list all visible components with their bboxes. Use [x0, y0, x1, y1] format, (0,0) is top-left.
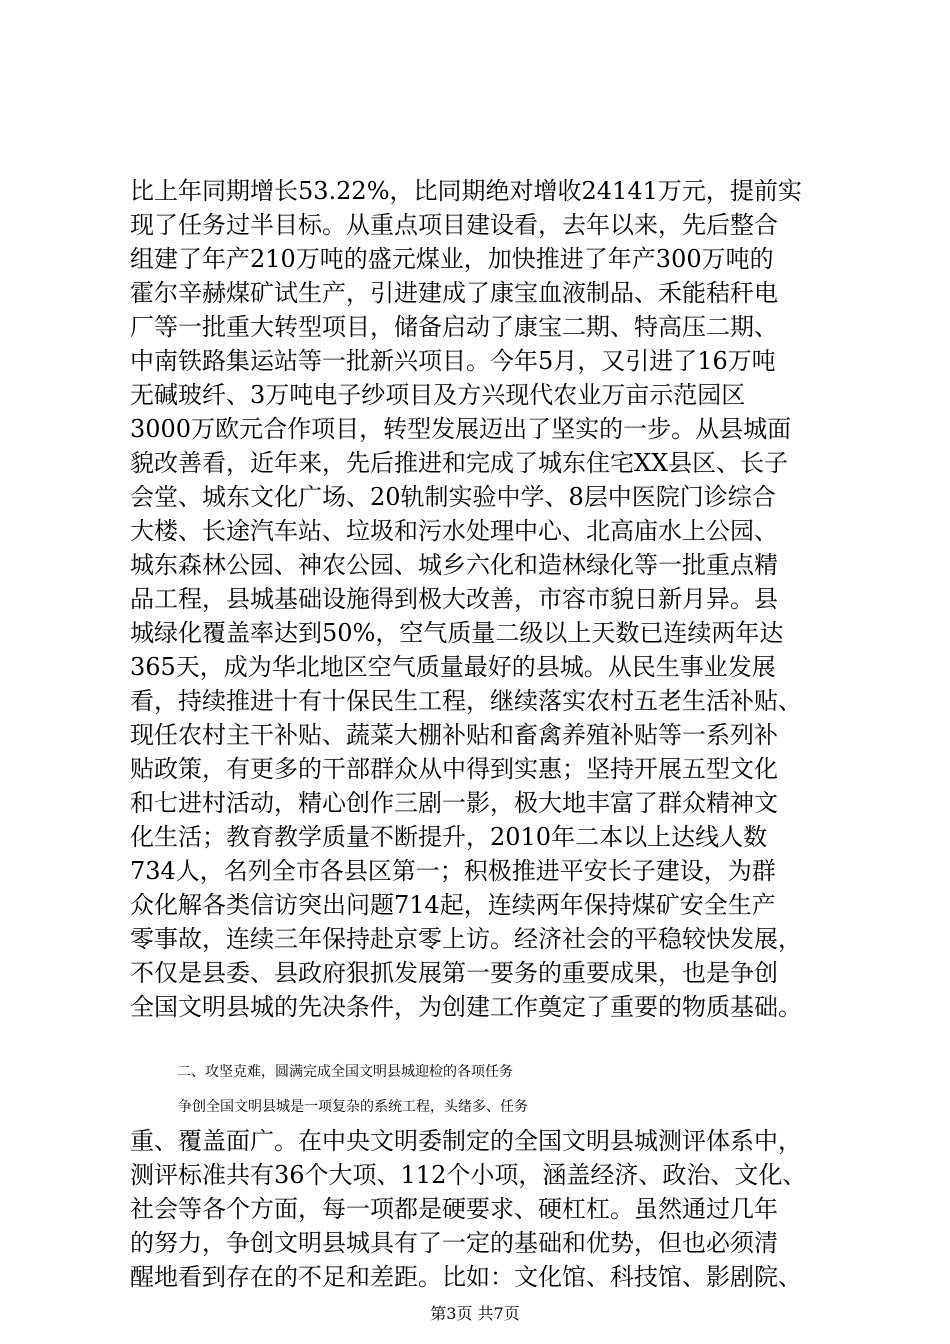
- text-line: 贴政策，有更多的干部群众从中得到实惠；坚持开展五型文化: [130, 755, 778, 783]
- text-line: 化生活；教育教学质量不断提升，2010年二本以上达线人数: [130, 823, 768, 851]
- text-line: 不仅是县委、县政府狠抓发展第一要务的重要成果，也是争创: [130, 959, 778, 987]
- text-line: 看，持续推进十有十保民生工程，继续落实农村五老生活补贴、: [130, 687, 802, 715]
- text-line: 霍尔辛赫煤矿试生产，引进建成了康宝血液制品、禾能秸秆电: [130, 279, 778, 307]
- text-line: 无碱玻纤、3万吨电子纱项目及方兴现代农业万亩示范园区: [130, 381, 746, 409]
- section-heading: 二、攻坚克难，圆满完成全国文明县城迎检的各项任务: [177, 1064, 513, 1080]
- text-line: 中南铁路集运站等一批新兴项目。今年5月，又引进了16万吨: [130, 347, 776, 375]
- text-line: 争创全国文明县城是一项复杂的系统工程，头绪多、任务: [178, 1099, 528, 1115]
- text-line: 现任农村主干补贴、蔬菜大棚补贴和畜禽养殖补贴等一系列补: [130, 721, 778, 749]
- text-line: 的努力，争创文明县城具有了一定的基础和优势，但也必须清: [130, 1229, 778, 1257]
- text-line: 厂等一批重大转型项目，储备启动了康宝二期、特高压二期、: [130, 313, 778, 341]
- text-line: 比上年同期增长53.22%，比同期绝对增收24141万元，提前实: [130, 177, 802, 205]
- text-line: 测评标准共有36个大项、112个小项，涵盖经济、政治、文化、: [130, 1161, 807, 1189]
- text-line: 大楼、长途汽车站、垃圾和污水处理中心、北高庙水上公园、: [130, 517, 778, 545]
- text-line: 734人，名列全市各县区第一；积极推进平安长子建设，为群: [130, 857, 776, 885]
- text-line: 组建了年产210万吨的盛元煤业，加快推进了年产300万吨的: [130, 245, 774, 273]
- text-line: 醒地看到存在的不足和差距。比如：文化馆、科技馆、影剧院、: [130, 1263, 802, 1291]
- text-line: 和七进村活动，精心创作三剧一影，极大地丰富了群众精神文: [130, 789, 778, 817]
- text-line: 城东森林公园、神农公园、城乡六化和造林绿化等一批重点精: [130, 551, 778, 579]
- text-line: 零事故，连续三年保持赴京零上访。经济社会的平稳较快发展，: [130, 925, 802, 953]
- text-line: 3000万欧元合作项目，转型发展迈出了坚实的一步。从县城面: [130, 415, 792, 443]
- text-line: 社会等各个方面，每一项都是硬要求、硬杠杠。虽然通过几年: [130, 1195, 778, 1223]
- text-line: 品工程，县城基础设施得到极大改善，市容市貌日新月异。县: [130, 585, 778, 613]
- text-line: 会堂、城东文化广场、20轨制实验中学、8层中医院门诊综合: [130, 483, 776, 511]
- text-line: 众化解各类信访突出问题714起，连续两年保持煤矿安全生产: [130, 891, 776, 919]
- text-line: 重、覆盖面广。在中央文明委制定的全国文明县城测评体系中，: [130, 1127, 802, 1155]
- text-line: 现了任务过半目标。从重点项目建设看，去年以来，先后整合: [130, 211, 778, 239]
- text-line: 365天，成为华北地区空气质量最好的县城。从民生事业发展: [130, 653, 776, 681]
- text-line: 全国文明县城的先决条件，为创建工作奠定了重要的物质基础。: [130, 993, 802, 1021]
- text-line: 貌改善看，近年来，先后推进和完成了城东住宅XX县区、长子: [130, 449, 789, 477]
- page-number-footer: 第3页 共7页: [430, 1304, 520, 1323]
- text-line: 城绿化覆盖率达到50%，空气质量二级以上天数已连续两年达: [130, 619, 784, 647]
